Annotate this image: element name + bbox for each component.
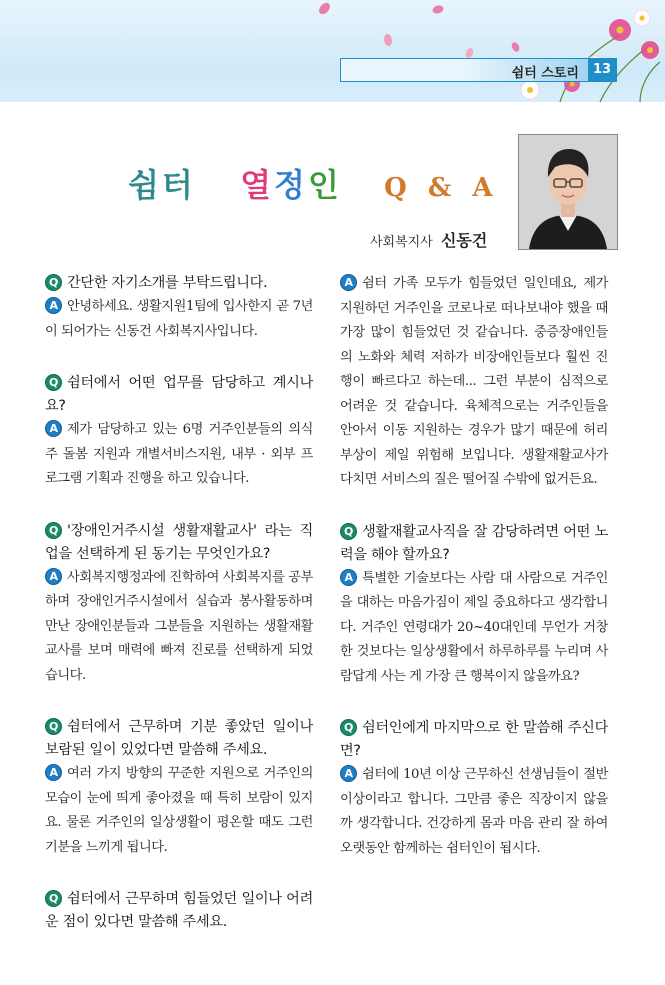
answer-text: 여러 가지 방향의 꾸준한 지원으로 거주인의 모습이 눈에 띄게 좋아졌을 때 특히 보람이 있지요. 물론 거주인의 일상생활이 평온할 때도 그런 기분을 느끼게 됩니다. [45,766,313,855]
title-char-in: 인 [307,166,342,204]
page-header [0,0,665,102]
qa-item [45,372,313,492]
q-badge-icon: Q [45,890,62,907]
q-badge-icon: Q [340,719,357,736]
profile-photo [518,134,618,250]
qa-item [45,888,313,934]
title-part-shelter: 쉼터 [128,166,196,204]
answer [45,762,313,860]
answer-text: 쉼터 가족 모두가 힘들었던 일인데요, 제가 지원하던 거주인을 코로나로 떠나보내야 했을 때 가장 많이 힘들었던 것 같습니다. 중증장애인들의 노화와 체력 저하가 비장애인들보다 훨씬 진행이 빠르다고 하는데... 그런 부분이 심적으로 어려운 것 같습니다. 육체적으로는 거주인들을 안아서 이동 지원하는 경우가 많기 때문에 허리 부상이 제일 위험해 보입니다. 생활재활교사가 다치면 서비스의 질은 떨어질 수밖에 없거든요. [340,276,608,487]
a-badge-icon: A [45,420,62,437]
qa-item [45,716,313,860]
q-badge-icon: Q [340,523,357,540]
qa-item [340,521,608,690]
title-char-yeol: 열 [240,166,275,204]
q-badge-icon: Q [45,274,62,291]
title-char-jeong: 정 [274,166,308,204]
title-part-qa: Q & A [384,173,499,203]
question [45,716,313,762]
question [340,717,608,763]
section-bar [340,58,617,82]
cosmos-flowers-illustration [500,0,665,102]
answer [340,567,608,690]
q-badge-icon: Q [45,718,62,735]
answer [340,272,608,493]
petal-decoration [382,33,394,47]
petal-decoration [431,3,445,15]
answer-text: 쉼터에 10년 이상 근무하신 선생님들이 절반 이상이라고 합니다. 그만큼 좋은 직장이지 않을까 생각합니다. 건강하게 몸과 마음 관리 잘 하여 오랫동안 함께하는 쉼터인이 됩시다. [340,767,608,856]
question-text: 생활재활교사직을 잘 감당하려면 어떤 노력을 해야 할까요? [340,523,608,563]
answer-text: 안녕하세요. 생활지원1팀에 입사한지 곧 7년이 되어가는 신동건 사회복지사입니다. [45,299,313,339]
question [45,520,313,566]
question-text: 간단한 자기소개를 부탁드립니다. [67,275,268,291]
left-column [45,272,313,962]
profile-role: 사회복지사 [370,235,433,250]
profile-name: 신동건 [440,231,488,250]
answer [45,566,313,689]
a-badge-icon: A [45,297,62,314]
qa-item [45,520,313,689]
answer-text: 사회복지행정과에 진학하여 사회복지를 공부하며 장애인거주시설에서 실습과 봉사활동하며 만난 장애인분들과 그분들을 지원하는 생활재활교사를 보며 매력에 빠져 진로를 선택하게 되었습니다. [45,569,313,683]
a-badge-icon: A [340,569,357,586]
question-text: 쉼터에서 근무하며 기분 좋았던 일이나 보람된 일이 있었다면 말씀해 주세요. [45,719,313,758]
person-silhouette-icon [519,135,617,249]
q-badge-icon: Q [45,374,62,391]
answer [340,763,608,861]
qa-item [340,717,608,861]
petal-decoration [317,1,331,17]
question [45,372,313,418]
petal-decoration [465,47,474,58]
question-text: 쉼터에서 근무하며 힘들었던 일이나 어려운 점이 있다면 말씀해 주세요. [45,891,313,930]
qa-item [45,272,313,344]
question [340,521,608,567]
question-text: 쉼터인에게 마지막으로 한 말씀해 주신다면? [340,720,608,759]
a-badge-icon: A [340,274,357,291]
section-label-box [461,59,589,81]
answer [45,295,313,344]
article-title [128,160,499,210]
profile-caption [370,228,487,251]
q-badge-icon: Q [45,522,62,539]
section-title: 쉼터 스토리 [511,66,579,81]
right-column [340,272,608,889]
answer-text: 특별한 기술보다는 사람 대 사람으로 거주인을 대하는 마음가짐이 제일 중요하다고 생각합니다. 거주인 연령대가 20~40대인데 무언가 거창한 것보다는 일상생활에서 하루하루를 누리며 사람답게 사는 게 가장 큰 행복이지 않을까요? [340,570,608,684]
answer-text: 제가 담당하고 있는 6명 거주인분들의 의식주 돌봄 지원과 개별서비스지원, 내부 · 외부 프로그램 기획과 진행을 하고 있습니다. [45,422,313,486]
answer [45,418,313,492]
a-badge-icon: A [340,765,357,782]
question-text: 쉼터에서 어떤 업무를 담당하고 계시나요? [45,375,313,414]
question-text: '장애인거주시설 생활재활교사' 라는 직업을 선택하게 된 동기는 무엇인가요? [45,522,313,562]
question [45,272,313,295]
qa-item-continued [340,272,608,493]
a-badge-icon: A [45,568,62,585]
question [45,888,313,934]
page-number: 13 [588,59,616,81]
a-badge-icon: A [45,764,62,781]
